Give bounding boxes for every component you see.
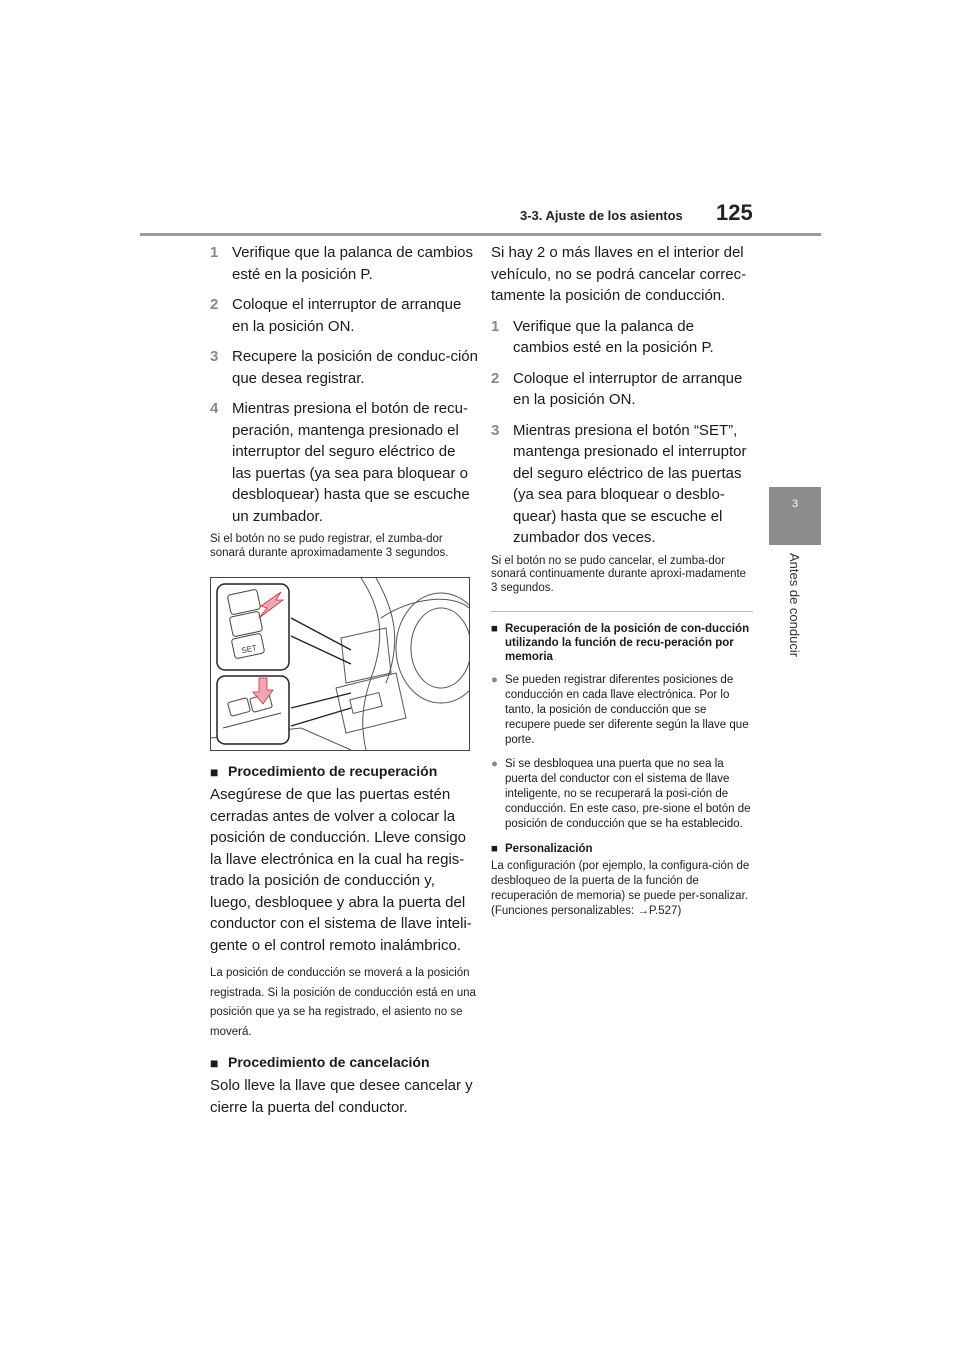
square-bullet-icon: ■ (210, 764, 219, 780)
bullet-item: ● Se pueden registrar diferentes posiciones de conducción en cada llave electrónica. Por lo tanto, la posición de conducción que se recupere puede ser diferente según la llave que porte. (491, 674, 749, 746)
step-item (210, 346, 478, 389)
section-heading: ■ Procedimiento de cancelación (210, 1054, 430, 1071)
set-button-label: SET (240, 643, 258, 656)
right-column (491, 242, 753, 919)
square-bullet-icon: ■ (491, 843, 498, 855)
step-text: Mientras presiona el botón “SET”, mantenga presionado el interruptor del seguro eléctrico de las puertas (ya sea para bloquear o desblo-quear) hasta que se escuche el zumbador dos veces. (513, 421, 747, 546)
divider (491, 611, 753, 612)
body-paragraph: Asegúrese de que las puertas estén cerradas antes de volver a colocar la posición de conducción. Lleve consigo la llave electrónica en la cual ha regis-trado la posición de conducción y, luego, desbloquee y abra la puerta del conductor con el sistema de llave inteli-gente o el control remoto inalámbrico. (210, 786, 472, 954)
bullet-item: ● Si se desbloquea una puerta que no sea la puerta del conductor con el sistema de llave inteligente, no se recuperará la posi-ción de conducción. En este caso, pre-sione el botón de posición de conducción que se ha establecido. (491, 758, 751, 830)
note-heading: ■ Recuperación de la posición de con-ducción utilizando la función de recu-peración por memoria (491, 623, 750, 663)
page-number: 125 (716, 200, 753, 225)
square-bullet-icon: ■ (491, 623, 498, 635)
step-text: Coloque el interruptor de arranque en la posición ON. (232, 296, 462, 335)
step-number: 1 (491, 317, 500, 335)
step-number: 2 (491, 369, 500, 387)
left-column (210, 242, 478, 1118)
step-item (210, 242, 478, 285)
square-bullet-icon: ■ (210, 1055, 219, 1071)
door-switch-illustration (210, 577, 470, 751)
note-text: La posición de conducción se moverá a la posición registrada. Si la posición de conducción está en una posición que ya se ha registrado, el asiento no se moverá. (210, 967, 476, 1038)
note-heading: ■ Personalización (491, 843, 593, 855)
step-text: Mientras presiona el botón de recu-peración, mantenga presionado el interruptor del seguro eléctrico de las puertas (ya sea para bloquear o desbloquear) hasta que se escuche un zumbador. (232, 400, 470, 525)
body-paragraph: Si hay 2 o más llaves en el interior del vehículo, no se podrá cancelar correc-tamente la posición de conducción. (491, 244, 747, 304)
step-text: Recupere la posición de conduc-ción que desea registrar. (232, 348, 478, 387)
step-number: 3 (210, 348, 219, 365)
step-number: 1 (210, 244, 219, 261)
body-paragraph: Solo lleve la llave que desee cancelar y cierre la puerta del conductor. (210, 1077, 473, 1116)
note-text: La configuración (por ejemplo, la configura-ción de desbloqueo de la puerta de la función de recuperación de memoria) se puede per-sonalizar. (Funciones personalizables: →P.527) (491, 860, 750, 917)
step-number: 2 (210, 296, 219, 313)
step-item (491, 420, 753, 549)
step-text: Verifique que la palanca de cambios esté en la posición P. (513, 317, 714, 356)
step-item (210, 294, 478, 337)
chapter-tab-number: 3 (791, 498, 799, 510)
step-item (491, 316, 753, 359)
circle-bullet-icon: ● (491, 758, 498, 770)
door-panel-drawing (211, 578, 469, 750)
chapter-tab (769, 487, 821, 545)
section-heading: ■ Procedimiento de recuperación (210, 763, 438, 780)
circle-bullet-icon: ● (491, 674, 498, 686)
chapter-tab-label: Antes de conducir (787, 553, 802, 658)
step-text: Verifique que la palanca de cambios esté en la posición P. (232, 244, 473, 283)
step-item (491, 368, 753, 411)
step-number: 3 (491, 421, 500, 439)
running-header: 3-3. Ajuste de los asientos (520, 208, 683, 223)
note-text: Si el botón no se pudo cancelar, el zumba-dor sonará continuamente durante aproxi-madamente 3 segundos. (491, 554, 747, 594)
step-text: Coloque el interruptor de arranque en la posición ON. (513, 369, 743, 408)
step-item (210, 398, 478, 527)
header-rule (140, 233, 821, 236)
step-number: 4 (210, 400, 219, 417)
note-text: Si el botón no se pudo registrar, el zumba-dor sonará durante aproximadamente 3 segundos. (210, 533, 449, 559)
